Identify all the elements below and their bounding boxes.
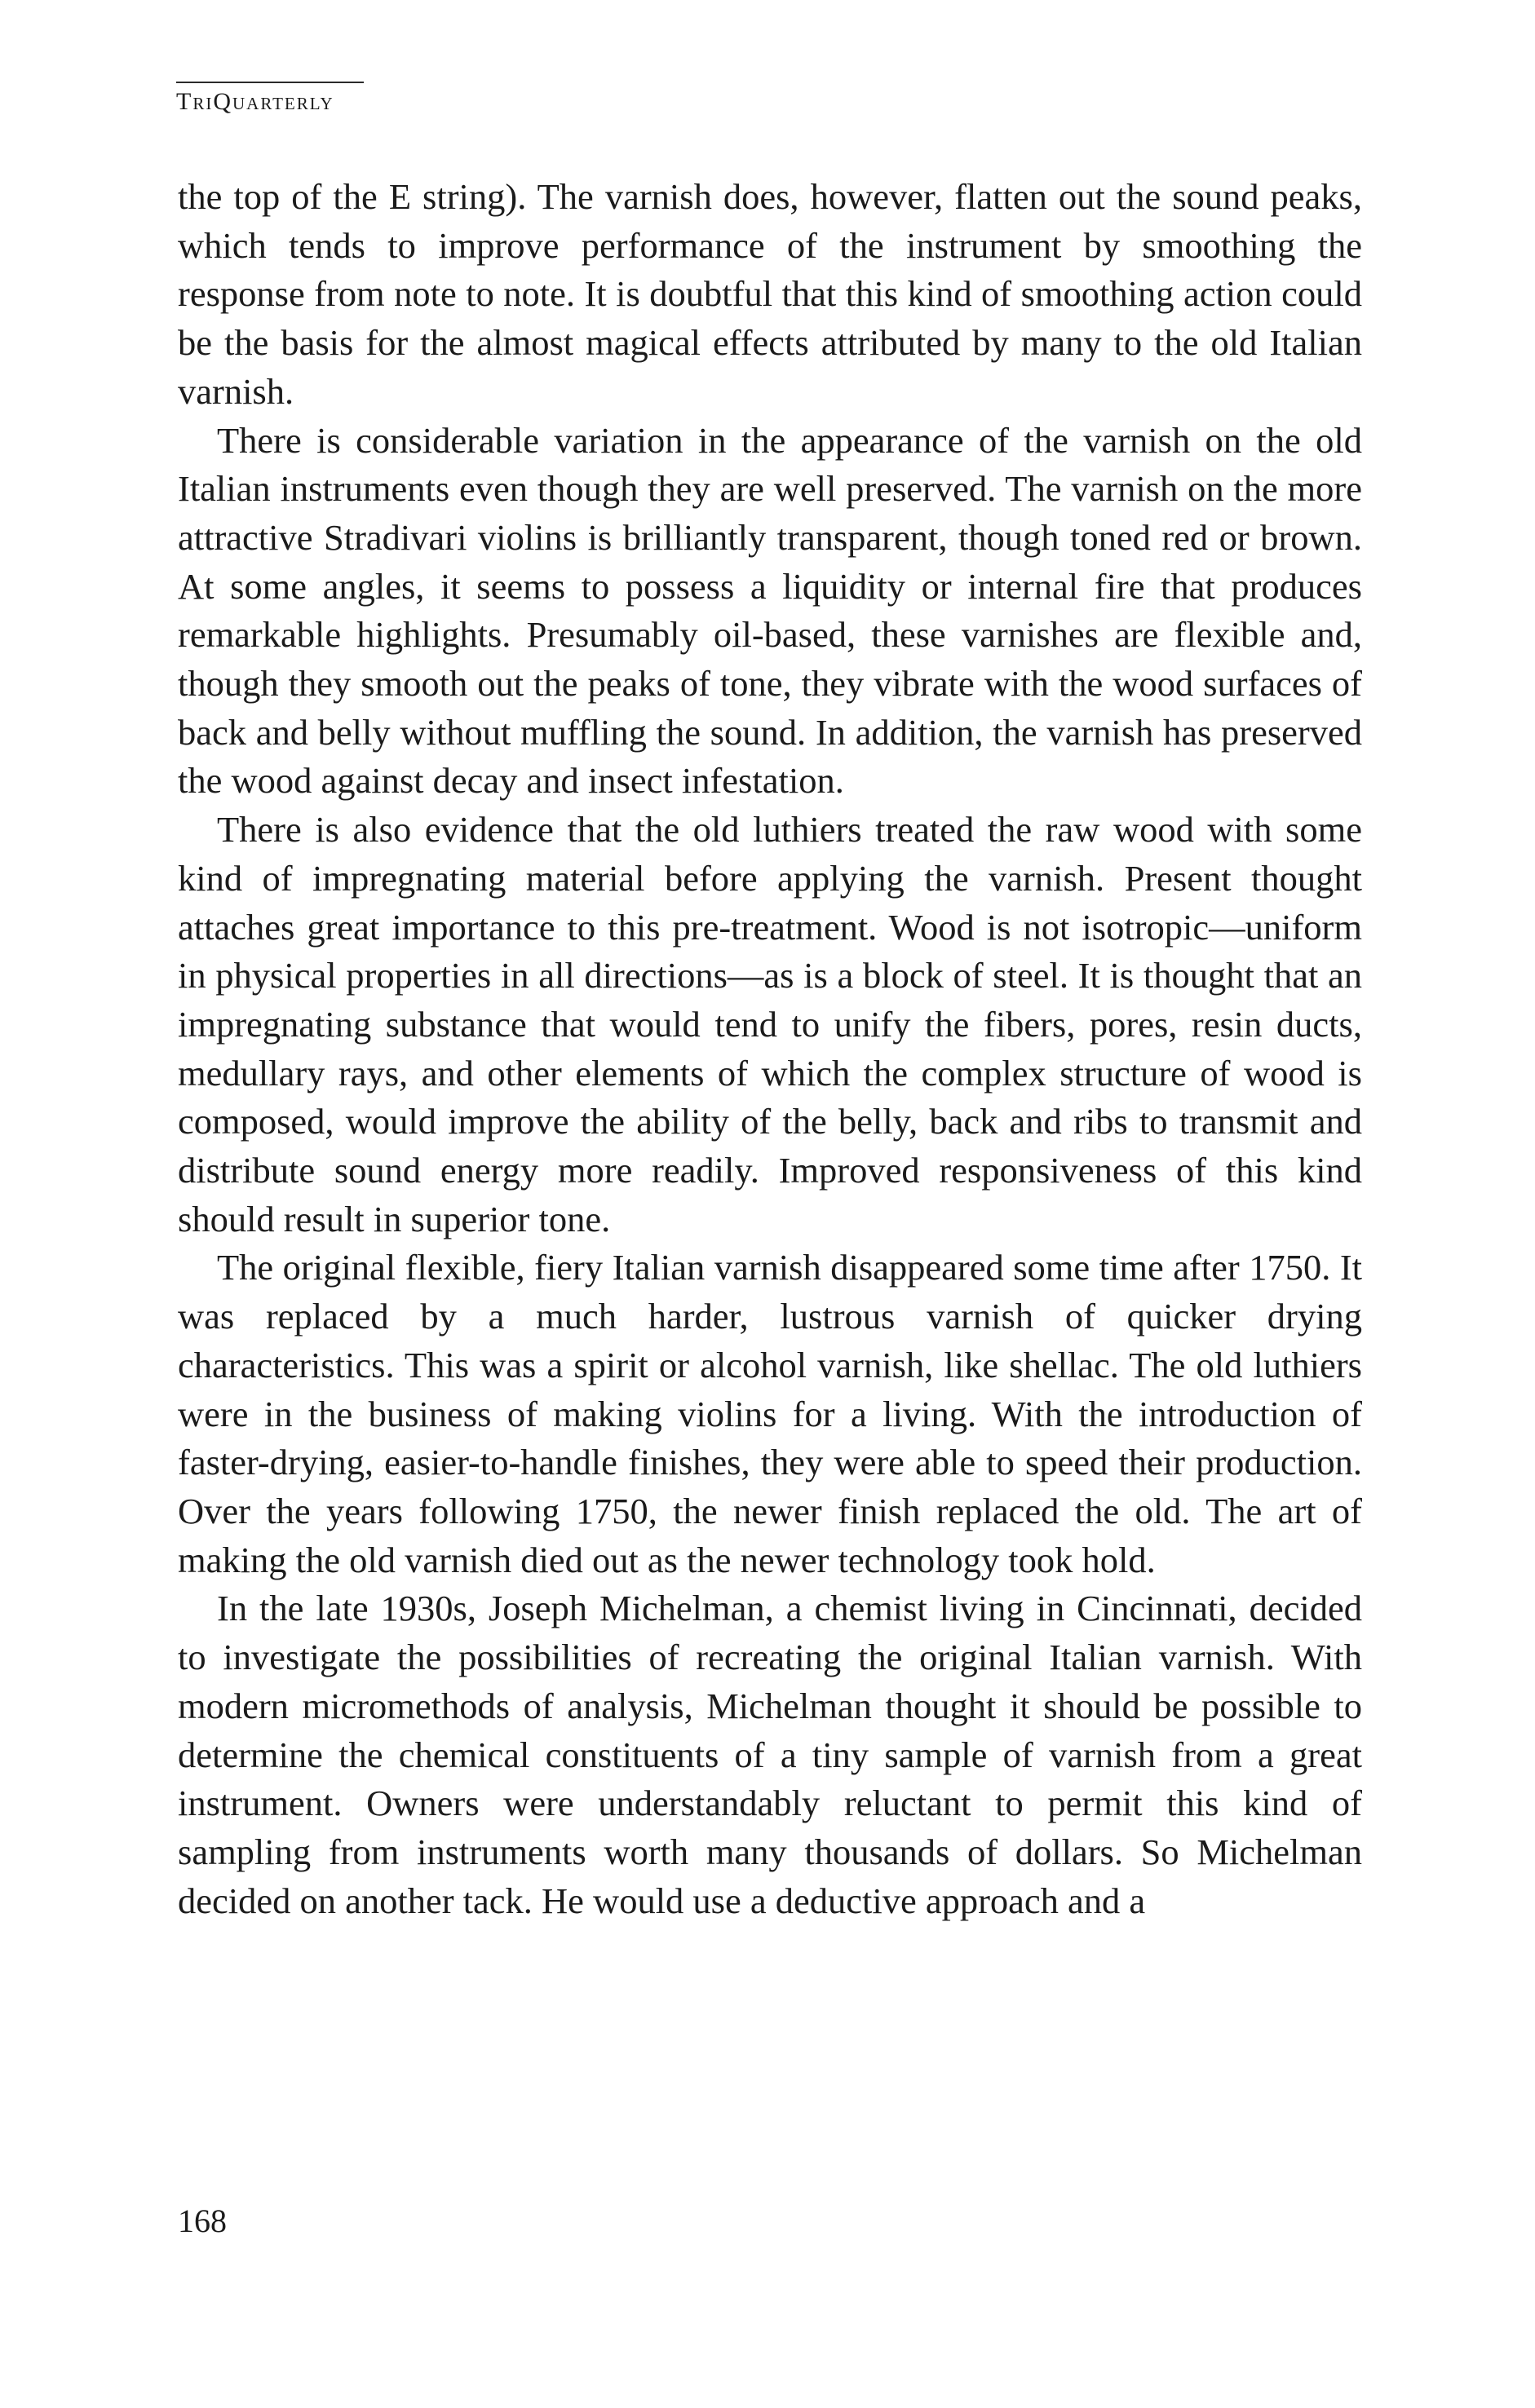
paragraph: the top of the E string). The varnish does, however, flatten out the sound peaks, which tends to improve performance of the instrument by smoothing the response from note to note. It is doubtful that this kind of smoothing action could be the basis for the almost magical effects attributed by many to the old Italian varnish. <box>178 176 1362 412</box>
running-head-rule <box>176 82 364 83</box>
paragraph: The original flexible, fiery Italian varnish disappeared some time after 1750. It was replaced by a much harder, lustrous varnish of quicker drying characteristics. This was a spirit or alcohol varnish, like shellac. The old luthiers were in the business of making violins for a living. With the introduction of faster-drying, easier-to-handle finishes, they were able to speed their production. Over the years following 1750, the newer finish replaced the old. The art of making the old varnish died out as the newer technology took hold. <box>178 1247 1362 1580</box>
page-number: 168 <box>178 2203 227 2239</box>
body-text <box>178 173 1362 1925</box>
paragraph: In the late 1930s, Joseph Michelman, a chemist living in Cincinnati, decided to investigate the possibilities of recreating the original Italian varnish. With modern micromethods of analysis, Michelman thought it should be possible to determine the chemical constituents of a tiny sample of varnish from a great instrument. Owners were understandably reluctant to permit this kind of sampling from instruments worth many thousands of dollars. So Michelman decided on another tack. He would use a deductive approach and a <box>178 1588 1362 1921</box>
paragraph: There is also evidence that the old luthiers treated the raw wood with some kind of impregnating material before applying the varnish. Present thought attaches great importance to this pre-treatment. Wood is not isotropic—uniform in physical properties in all directions—as is a block of steel. It is thought that an impregnating substance that would tend to unify the fibers, pores, resin ducts, medullary rays, and other elements of which the complex structure of wood is composed, would improve the ability of the belly, back and ribs to transmit and distribute sound energy more readily. Improved responsiveness of this kind should result in superior tone. <box>178 809 1362 1239</box>
running-head: TriQuarterly <box>176 88 334 115</box>
paragraph: There is considerable variation in the appearance of the varnish on the old Italian instruments even though they are well preserved. The varnish on the more attractive Stradivari violins is brilliantly transparent, though toned red or brown. At some angles, it seems to possess a liquidity or internal fire that produces remarkable highlights. Presumably oil-based, these varnishes are flexible and, though they smooth out the peaks of tone, they vibrate with the wood surfaces of back and belly without muffling the sound. In addition, the varnish has preserved the wood against decay and insect infestation. <box>178 419 1362 802</box>
